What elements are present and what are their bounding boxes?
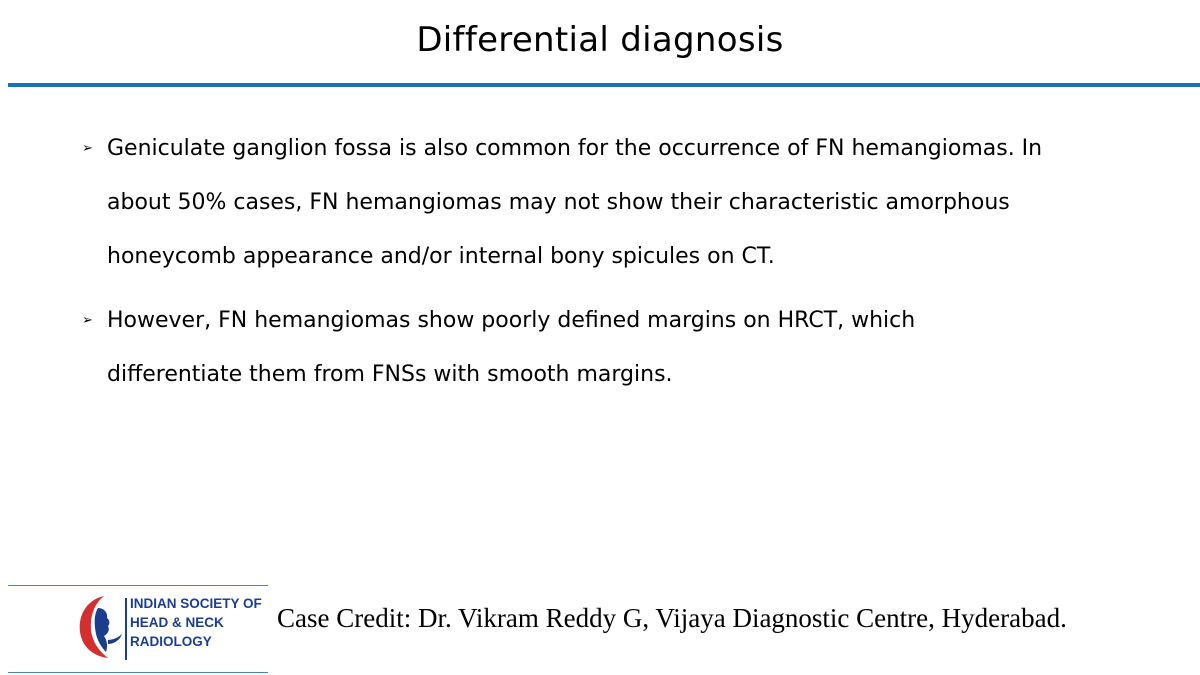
bullet-line: Geniculate ganglion fossa is also common for the occurrence of FN hemangiomas. In [107,136,1043,161]
logo-divider [125,598,127,660]
logo-line: RADIOLOGY [130,634,212,649]
bullet-list [82,122,1162,412]
bullet-line: differentiate them from FNSs with smooth margins. [107,362,673,387]
bullet-line: However, FN hemangiomas show poorly defined margins on HRCT, which [107,308,916,333]
logo-wordmark [130,594,262,651]
arrow-bullet-icon: ➢ [82,141,93,156]
slide-title: Differential diagnosis [416,20,784,60]
footer-rule-top [8,585,268,586]
arrow-bullet-icon: ➢ [82,313,93,328]
bullet-line: honeycomb appearance and/or internal bony spicules on CT. [107,244,775,269]
title-divider [8,83,1200,87]
society-logo [74,590,274,668]
bullet-line: about 50% cases, FN hemangiomas may not show their characteristic amorphous [107,190,1010,215]
case-credit: Case Credit: Dr. Vikram Reddy G, Vijaya Diagnostic Centre, Hyderabad. [277,603,1067,633]
logo-line: HEAD & NECK [130,615,224,630]
bullet-item [82,122,1162,284]
footer-rule-bottom [8,672,268,673]
logo-line: INDIAN SOCIETY OF [130,596,262,611]
head-profile-emblem-icon [74,590,126,668]
bullet-item [82,294,1162,402]
